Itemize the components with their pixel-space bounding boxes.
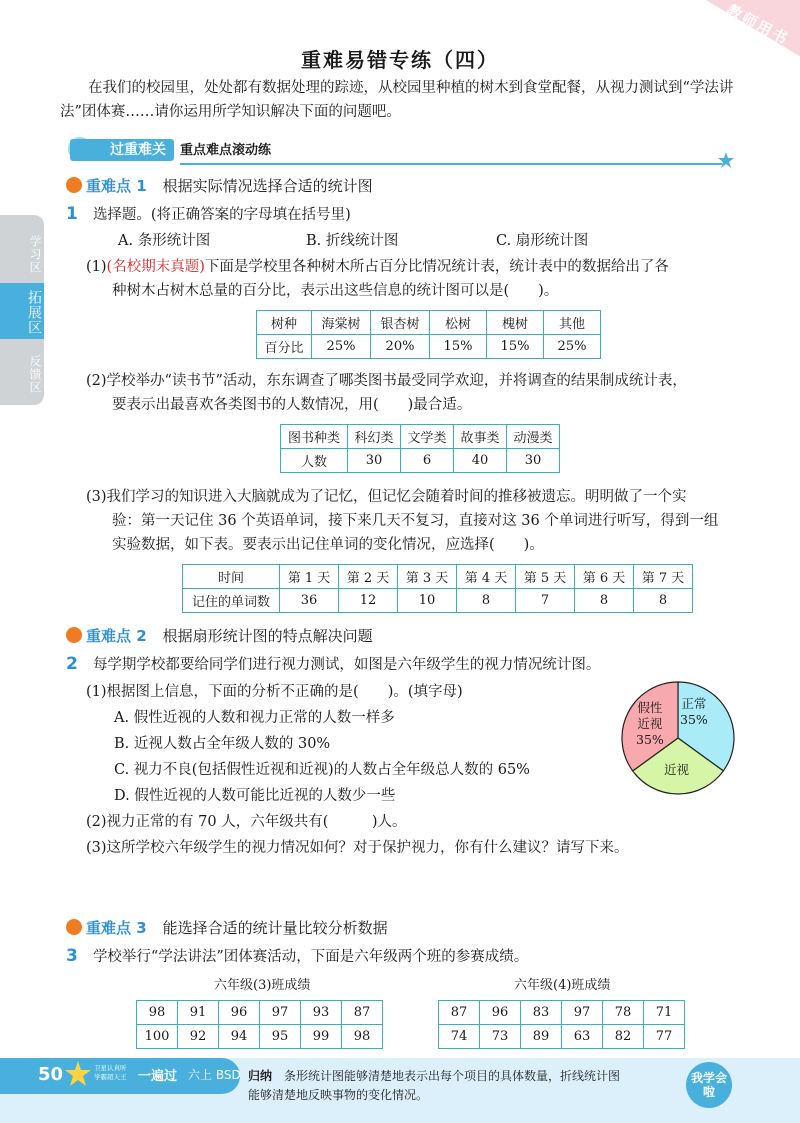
table-row: 树种 海棠树 银杏树 松树 槐树 其他 [257,311,601,335]
class4-title: 六年级(4)班成绩 [514,978,611,993]
table-row: 74 73 89 63 82 77 [439,1025,685,1049]
pie-label-pseudo: 假性 近视 35% [636,700,664,747]
banner-tag: 过重难关 [70,139,174,161]
side-tabs [0,215,44,405]
table-row: 图书种类 科幻类 文学类 故事类 动漫类 [281,425,560,449]
question-2 [66,654,746,676]
intro-paragraph: 在我们的校园里，处处都有数据处理的踪迹，从校园里种植的树木到食堂配餐，从视力测试到“学法讲法”团体赛……请你运用所学知识解决下面的问题吧。 [60,80,734,120]
option-a: A. 条形统计图 [118,233,211,249]
table-row: 87 96 83 97 78 71 [439,1001,685,1025]
question-number: 3 [66,946,78,966]
exam-tag: (名校期末真题) [106,259,205,275]
page-number: 50 [38,1064,64,1085]
side-tab-feedback[interactable]: 反馈区 [28,354,42,394]
table-tree-percentages [256,310,601,359]
option-c: C. 扇形统计图 [496,233,589,249]
table-row: 人数 30 6 40 30 [281,449,560,473]
side-tab-learn[interactable]: 学习区 [28,234,42,274]
banner-divider [180,163,722,165]
question-stem: 每学期学校都要给同学们进行视力测试，如图是六年级学生的视力情况统计图。 [92,657,601,673]
question-stem: 选择题。(将正确答案的字母填在括号里) [92,207,351,223]
page-title: 重难易错专练（四） [301,48,499,72]
side-tab-extend[interactable]: 拓展区 [26,289,42,335]
table-class4-scores [438,1000,685,1049]
summary-tag: 归纳 [248,1069,273,1083]
summary-line-1: 条形统计图能够清楚地表示出每个项目的具体数量，折线统计图 [284,1069,621,1083]
q1-part3-cont2: 实验数据，如下表。要表示出记住单词的变化情况，应选择( )。 [112,537,544,553]
table-row: 时间 第 1 天 第 2 天 第 3 天 第 4 天 第 5 天 第 6 天 第 7 天 [183,565,693,589]
section-heading-3: 重难点 3 能选择合适的统计量比较分析数据 [66,918,388,938]
q2-option-d: D. 假性近视的人数可能比近视的人数少一些 [114,788,396,804]
question-3 [66,946,746,968]
q2-part3: (3)这所学校六年级学生的视力情况如何？对于保护视力，你有什么建议？请写下来。 [86,840,629,856]
table-memory-words [182,564,693,613]
bulb-icon [66,627,82,643]
table-book-types [280,424,560,473]
q2-option-c: C. 视力不良(包括假性近视和近视)的人数占全年级总人数的 65% [114,762,530,778]
q1-part2-cont: 要表示出最喜欢各类图书的人数情况，用( )最合适。 [112,397,472,413]
question-number: 1 [66,204,78,224]
q1-part2: (2)学校举办“读书节”活动，东东调查了哪类图书最受同学欢迎，并将调查的结果制成统计表， [86,373,687,389]
footer-grade: 六上 BSD [188,1068,241,1082]
table-row: 记住的单词数 36 12 10 8 7 8 8 [183,589,693,613]
question-stem: 学校举行“学法讲法”团体赛活动，下面是六年级两个班的参赛成绩。 [92,949,529,965]
table-row: 100 92 94 95 99 98 [137,1025,383,1049]
bulb-icon [66,919,82,935]
q2-option-a: A. 假性近视的人数和视力正常的人数一样多 [114,710,395,726]
q2-option-b: B. 近视人数占全年级人数的 30% [114,736,331,752]
q1-part1: (1)(名校期末真题)下面是学校里各种树木所占百分比情况统计表，统计表中的数据给出了各 [86,259,669,275]
pie-label-myopia: 近视 [664,762,690,777]
summary-line-2: 能够清楚地反映事物的变化情况。 [248,1088,429,1102]
corner-stamp-text: 教师用书 [723,1,793,49]
pie-label-normal: 正常 35% [680,696,708,727]
star-icon [718,152,734,168]
section-heading-1: 重难点 1 根据实际情况选择合适的统计图 [66,176,373,196]
option-b: B. 折线统计图 [306,233,399,249]
table-row: 98 91 96 97 93 87 [137,1001,383,1025]
class3-title: 六年级(3)班成绩 [214,978,311,993]
footer-tiny-text: 卫星认真听 学霸超天王 [94,1064,127,1081]
footer-brand: 一遍过 [138,1069,178,1084]
q1-part3: (3)我们学习的知识进入大脑就成为了记忆，但记忆会随着时间的推移被遗忘。明明做了一个实 [86,489,687,505]
q2-part1: (1)根据图上信息，下面的分析不正确的是( )。(填字母) [86,684,463,700]
star-badge-icon [64,1060,92,1088]
question-1 [66,204,746,226]
banner-subtitle: 重点难点滚动练 [180,143,272,158]
question-number: 2 [66,654,78,674]
section-heading-2: 重难点 2 根据扇形统计图的特点解决问题 [66,626,373,646]
table-class3-scores [136,1000,383,1049]
q1-part3-cont1: 验：第一天记住 36 个英语单词，接下来几天不复习，直接对这 36 个单词进行听写，得到一组 [112,513,719,529]
q2-part2: (2)视力正常的有 70 人，六年级共有( )人。 [86,814,407,830]
bulb-icon [66,177,82,193]
table-row: 百分比 25% 20% 15% 15% 25% [257,335,601,359]
learned-badge-text: 我学会啦 [691,1071,728,1099]
q1-part1-cont: 种树木占树木总量的百分比，表示出这些信息的统计图可以是( )。 [112,283,559,299]
